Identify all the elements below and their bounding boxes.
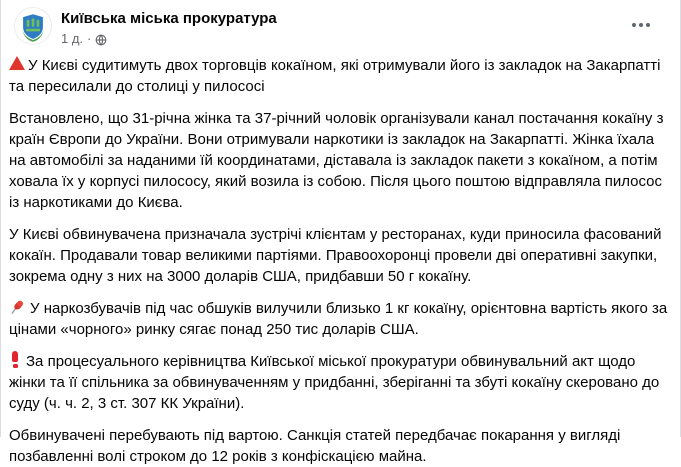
meta-separator: · xyxy=(87,31,92,46)
pushpin-icon xyxy=(9,299,25,315)
paragraph-text: За процесуального керівництва Київської міської прокуратури обвинувальний акт щодо жінки та її спільника за обвинуваченням у придбанні, зберіганні та збуті кокаїну скеровано до суду (ч. ч. 2, 3 ст. 307 КК України). xyxy=(9,353,660,412)
post-meta xyxy=(61,30,630,47)
ellipsis-menu-icon xyxy=(632,23,650,27)
post-paragraph xyxy=(9,425,670,467)
post-paragraph xyxy=(9,55,670,97)
paragraph-text: У Києві судитимуть двох торговців кокаїном, які отримували його із закладок на Закарпатті та пересилали до столиці у пилососі xyxy=(9,57,661,95)
prosecutor-office-emblem-icon xyxy=(15,8,51,44)
globe-icon xyxy=(95,33,107,45)
header-info xyxy=(61,7,630,47)
red-triangle-icon xyxy=(9,56,25,70)
timestamp[interactable]: 1 д. xyxy=(61,31,84,46)
page-name-link[interactable]: Київська міська прокуратура xyxy=(61,10,277,27)
post-header xyxy=(1,0,680,51)
post-content xyxy=(1,51,680,467)
paragraph-text: У Києві обвинувачена призначала зустрічі клієнтам у ресторанах, куди приносила фасований кокаїн. Продавали товар великими партіями. Правоохоронці провели дві оперативні закупки, зокрема одну з них на 3000 доларів США, придбавши 50 г кокаїну. xyxy=(9,226,662,285)
paragraph-text: У наркозбувачів під час обшуків вилучили близько 1 кг кокаїну, орієнтовна вартість якого за цінами «чорного» ринку сягає понад 250 тис доларів США. xyxy=(9,300,668,338)
post-paragraph xyxy=(9,351,670,414)
post-paragraph xyxy=(9,108,670,213)
paragraph-text: Обвинувачені перебувають під вартою. Санкція статей передбачає покарання у вигляді позбавленні волі строком до 12 років з конфіскацією майна. xyxy=(9,427,621,465)
post-options-button[interactable] xyxy=(630,17,652,33)
post-paragraph xyxy=(9,298,670,340)
page-avatar[interactable] xyxy=(14,7,52,45)
red-exclamation-icon xyxy=(11,351,19,368)
paragraph-text: Встановлено, що 31-річна жінка та 37-річний чоловік організували канал постачання кокаїну з країн Європи до України. Вони отримували наркотики із закладок на Закарпатті. Жінка їхала на автомобілі за наданими їй координатами, діставала із закладок пакети з кокаїном, а потім ховала їх у корпусі пилососу, який возила із собою. Після цього поштою відправляла пилосос із наркотиками до Києва. xyxy=(9,110,664,211)
post-paragraph xyxy=(9,224,670,287)
